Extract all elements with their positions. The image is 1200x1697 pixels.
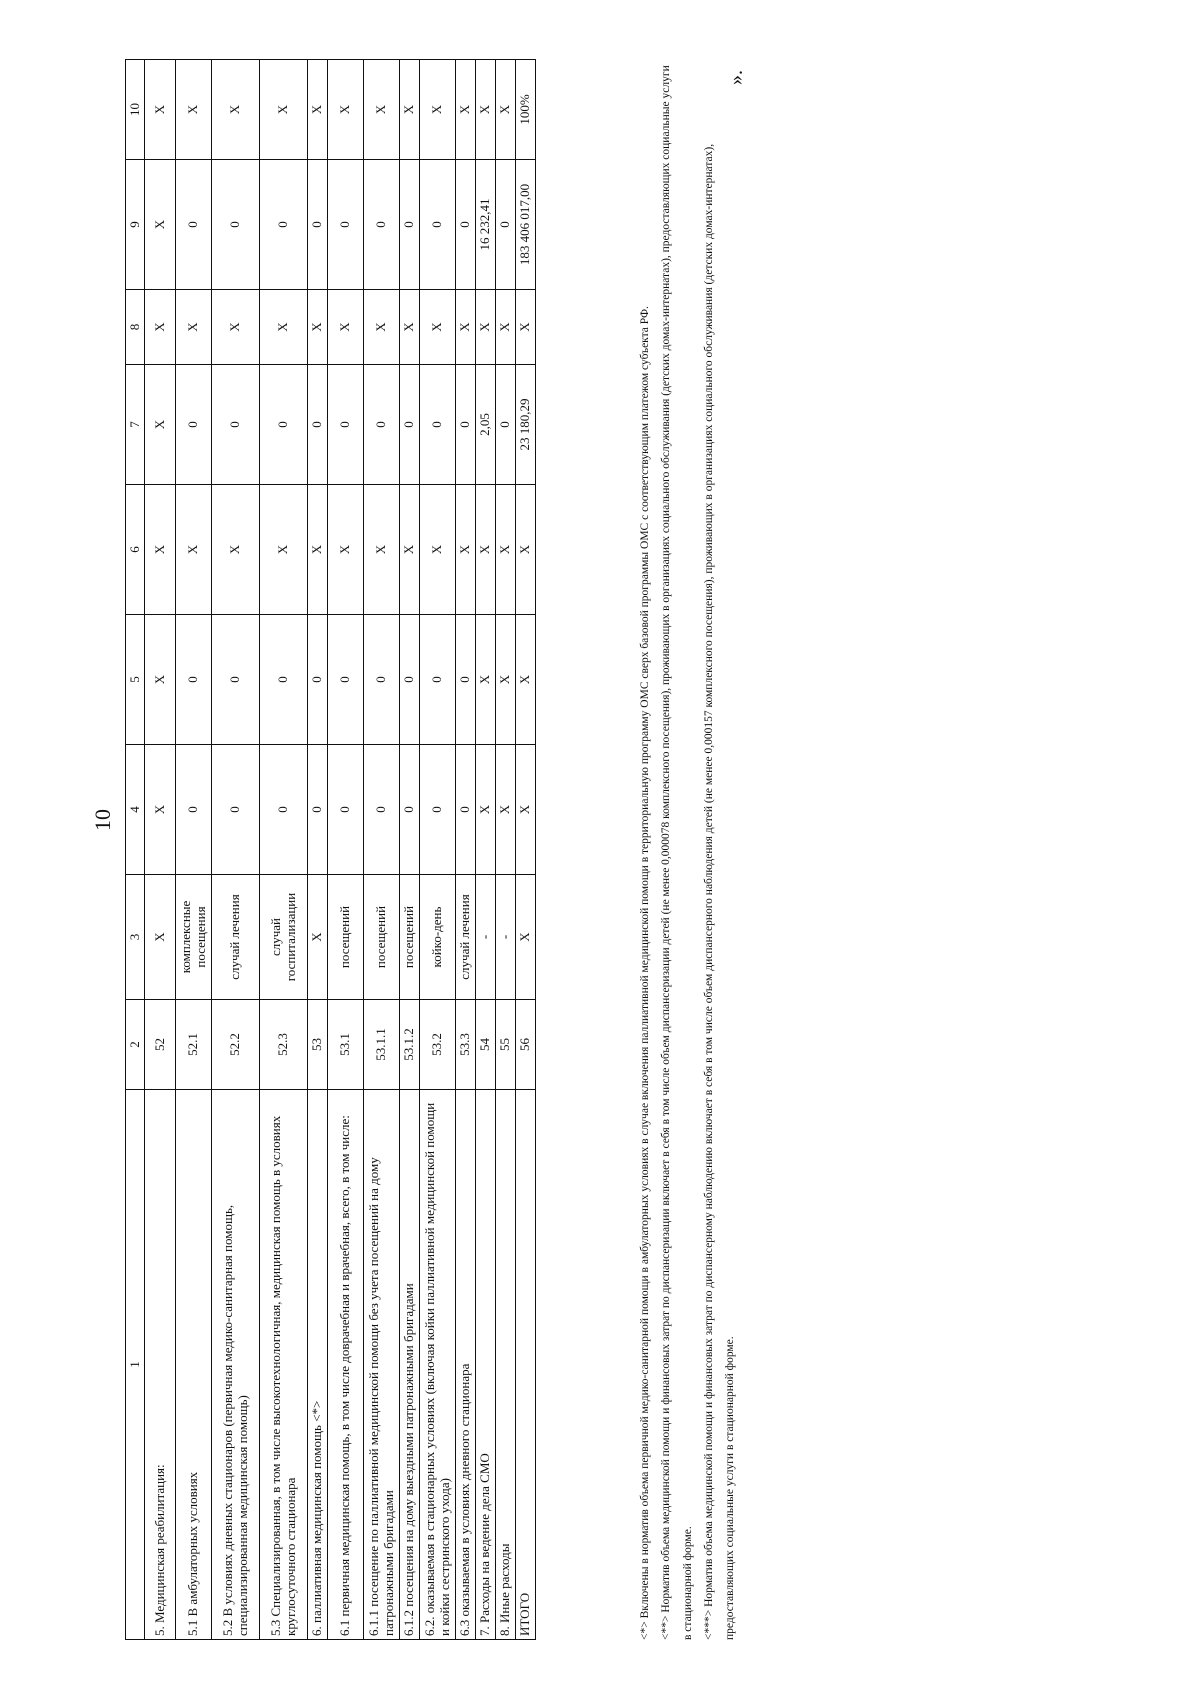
table-row [327,60,363,1640]
cell-unit: случай лечения [455,875,475,1000]
cell-c6: Х [144,485,175,615]
cell-code: 53.3 [455,1000,475,1090]
cell-c4: 0 [259,745,307,875]
cell-c8: Х [211,290,259,365]
cell-code: 56 [515,1000,535,1090]
cell-c7: 0 [211,365,259,485]
cell-c4: Х [495,745,515,875]
cell-c6: Х [419,485,455,615]
row-label: 5.3 Специализированная, в том числе высокотехнологичная, медицинская помощь в условиях круглосуточного стационара [259,1090,307,1640]
cell-unit: Х [144,875,175,1000]
cell-c4: 0 [399,745,419,875]
cell-c10: Х [475,60,495,160]
column-header: 9 [126,160,145,290]
table-header-row [126,60,145,1640]
cell-unit: - [495,875,515,1000]
row-label: 6.1 первичная медицинская помощь, в том числе доврачебная и врачебная, всего, в том числе: [327,1090,363,1640]
cell-c9: 0 [211,160,259,290]
row-label: 6.3 оказываемая в условиях дневного стационара [455,1090,475,1640]
table-row [259,60,307,1640]
footnotes [635,60,741,1640]
row-label: 5.1 В амбулаторных условиях [175,1090,211,1640]
cell-c7: 23 180,29 [515,365,535,485]
cell-c10: Х [259,60,307,160]
cell-unit: посещений [327,875,363,1000]
cell-c6: Х [475,485,495,615]
cell-unit: Х [307,875,327,1000]
cell-c9: 0 [399,160,419,290]
table-row [399,60,419,1640]
cell-c10: Х [419,60,455,160]
cell-c6: Х [175,485,211,615]
cell-unit: комплексные посещения [175,875,211,1000]
cell-c8: Х [259,290,307,365]
cell-c8: Х [175,290,211,365]
column-header: 1 [126,1090,145,1640]
cell-c6: Х [327,485,363,615]
table-row [175,60,211,1640]
cell-c10: Х [455,60,475,160]
cell-c8: Х [307,290,327,365]
cell-c5: 0 [455,615,475,745]
cell-code: 54 [475,1000,495,1090]
cell-c6: Х [259,485,307,615]
footnote: <**> Норматив объема медицинской помощи и финансовых затрат по диспансеризации включает в себя в том числе объем диспансеризации детей (не менее 0,000078 комплексного посещения), проживающих в организациях социального обслуживания (детских домах-интернатах), предоставляющих социальные услуги в стационарной форме. [660,65,694,1640]
cell-c6: Х [211,485,259,615]
cell-c5: 0 [363,615,399,745]
table-row [475,60,495,1640]
cell-c10: Х [211,60,259,160]
data-table [125,59,536,1640]
cell-c4: 0 [455,745,475,875]
column-header: 10 [126,60,145,160]
column-header: 2 [126,1000,145,1090]
cell-c5: Х [144,615,175,745]
cell-c8: Х [515,290,535,365]
cell-c4: Х [515,745,535,875]
column-header: 8 [126,290,145,365]
cell-c7: 0 [419,365,455,485]
cell-c9: 0 [259,160,307,290]
cell-c10: 100% [515,60,535,160]
cell-unit: - [475,875,495,1000]
cell-c7: 2,05 [475,365,495,485]
footnote: <***> Норматив объема медицинской помощи и финансовых затрат по диспансерному наблюдению включает в себя в том числе объем диспансерного наблюдения детей (не менее 0,000157 комплексного посещения), проживающих в организациях социального обслуживания (детских домах-интернатах), предоставляющих социальные услуги в стационарной форме. [702,143,737,1640]
cell-c4: 0 [419,745,455,875]
cell-c6: Х [363,485,399,615]
cell-c10: Х [363,60,399,160]
cell-c8: Х [327,290,363,365]
column-header: 5 [126,615,145,745]
cell-c7: 0 [175,365,211,485]
column-header: 7 [126,365,145,485]
cell-c4: Х [475,745,495,875]
cell-c9: 0 [419,160,455,290]
cell-c5: 0 [307,615,327,745]
cell-code: 53.1.1 [363,1000,399,1090]
column-header: 3 [126,875,145,1000]
cell-unit: посещений [363,875,399,1000]
row-label: 6. паллиативная медицинская помощь <*> [307,1090,327,1640]
table-row [363,60,399,1640]
cell-c6: Х [495,485,515,615]
table-row [144,60,175,1640]
row-label: 6.1.2 посещения на дому выездными патронажными бригадами [399,1090,419,1640]
cell-c10: Х [495,60,515,160]
cell-c4: 0 [327,745,363,875]
cell-c8: Х [455,290,475,365]
cell-code: 53 [307,1000,327,1090]
row-label: 6.1.1 посещение по паллиативной медицинской помощи без учета посещений на дому патронажными бригадами [363,1090,399,1640]
row-label: ИТОГО [515,1090,535,1640]
cell-c7: Х [144,365,175,485]
table-row [307,60,327,1640]
cell-c5: 0 [211,615,259,745]
cell-c7: 0 [327,365,363,485]
table-row [515,60,535,1640]
closing-mark: ». [725,70,747,85]
column-header: 6 [126,485,145,615]
cell-c4: 0 [307,745,327,875]
footnote: <*> Включены в норматив объема первичной медико-санитарной помощи в амбулаторных условиях в случае включения паллиативной медицинской помощи в территориальную программу ОМС сверх базовой программы ОМС с соответствующим платежом субъекта РФ. [639,306,651,1640]
cell-c6: Х [455,485,475,615]
cell-code: 55 [495,1000,515,1090]
cell-c5: 0 [399,615,419,745]
cell-c9: 183 406 017,00 [515,160,535,290]
row-label: 7. Расходы на ведение дела СМО [475,1090,495,1640]
cell-c8: Х [144,290,175,365]
row-label: 8. Иные расходы [495,1090,515,1640]
cell-c4: 0 [175,745,211,875]
cell-c9: 0 [455,160,475,290]
cell-c9: 0 [363,160,399,290]
cell-c6: Х [399,485,419,615]
cell-c6: Х [307,485,327,615]
cell-code: 53.1 [327,1000,363,1090]
cell-unit: случай лечения [211,875,259,1000]
cell-code: 53.2 [419,1000,455,1090]
cell-c5: 0 [175,615,211,745]
cell-c6: Х [515,485,535,615]
cell-c7: 0 [307,365,327,485]
cell-unit: случай госпитализации [259,875,307,1000]
cell-c9: 0 [175,160,211,290]
cell-c10: Х [307,60,327,160]
cell-c7: 0 [363,365,399,485]
cell-c5: 0 [419,615,455,745]
cell-c4: 0 [363,745,399,875]
cell-c9: 0 [327,160,363,290]
cell-unit: койко-день [419,875,455,1000]
cell-code: 52.1 [175,1000,211,1090]
cell-c7: 0 [455,365,475,485]
cell-code: 52.2 [211,1000,259,1090]
cell-c8: Х [495,290,515,365]
cell-c8: Х [419,290,455,365]
cell-c4: 0 [211,745,259,875]
table-row [455,60,475,1640]
cell-c5: Х [475,615,495,745]
row-label: 5. Медицинская реабилитация: [144,1090,175,1640]
cell-c10: Х [399,60,419,160]
cell-c9: 16 232,41 [475,160,495,290]
cell-c9: 0 [307,160,327,290]
cell-c7: 0 [495,365,515,485]
row-label: 5.2 В условиях дневных стационаров (первичная медико-санитарная помощь, специализированная медицинская помощь) [211,1090,259,1640]
table-row [211,60,259,1640]
cell-c4: Х [144,745,175,875]
cell-c8: Х [475,290,495,365]
cell-c7: 0 [399,365,419,485]
cell-c8: Х [363,290,399,365]
cell-c9: 0 [495,160,515,290]
cell-code: 52 [144,1000,175,1090]
rotated-page [90,40,1120,1640]
cell-c7: 0 [259,365,307,485]
row-label: 6.2. оказываемая в стационарных условиях (включая койки паллиативной медицинской помощи и койки сестринского ухода) [419,1090,455,1640]
cell-c8: Х [399,290,419,365]
page-number: 10 [90,809,115,831]
column-header: 4 [126,745,145,875]
cell-code: 53.1.2 [399,1000,419,1090]
cell-c10: Х [327,60,363,160]
cell-unit: посещений [399,875,419,1000]
cell-c5: Х [495,615,515,745]
cell-c5: 0 [259,615,307,745]
cell-c9: Х [144,160,175,290]
table-row [495,60,515,1640]
table-row [419,60,455,1640]
cell-unit: Х [515,875,535,1000]
cell-c5: 0 [327,615,363,745]
cell-c5: Х [515,615,535,745]
cell-c10: Х [175,60,211,160]
cell-c10: Х [144,60,175,160]
cell-code: 52.3 [259,1000,307,1090]
